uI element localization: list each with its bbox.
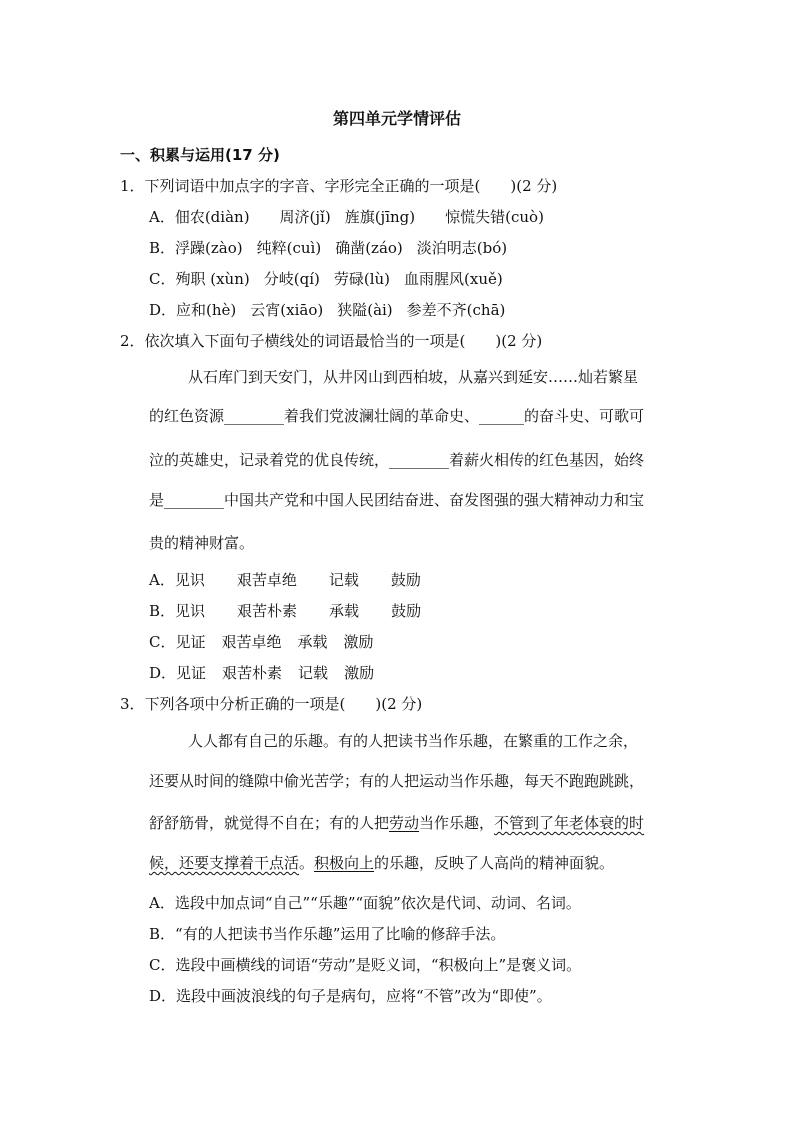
- section-heading: 一、积累与运用(17 分): [120, 146, 280, 164]
- option-term: 鼓励: [390, 571, 421, 589]
- option-term: A．佃农(diàn): [149, 208, 250, 226]
- wavy-underlined-sentence: 不管到了年老体衰的时: [494, 814, 645, 832]
- option-term: D．见证: [149, 664, 207, 682]
- option-term: 承载: [329, 602, 360, 620]
- q3-option-c: C．选段中画横线的词语“劳动”是贬义词，“积极向上”是褒义词。: [149, 956, 582, 974]
- q2-passage-line: 是________中国共产党和中国人民团结奋进、奋发图强的强大精神动力和宝: [149, 491, 645, 509]
- q3-option-d: D．选段中画波浪线的句子是病句，应将“不管”改为“即使”。: [149, 987, 552, 1005]
- passage-text: 的乐趣，反映了人高尚的精神面貌。: [374, 854, 615, 872]
- wavy-underlined-sentence: 候，还要支撑着干点活: [149, 854, 300, 872]
- q2-option-c: [149, 632, 374, 652]
- option-term: 惊慌失错(cuò): [445, 208, 544, 226]
- passage-text: 当作乐趣，: [419, 814, 495, 832]
- option-term: 旌旗(jīng): [344, 208, 416, 226]
- option-term: 参差不齐(chā): [406, 301, 506, 319]
- option-term: C．见证: [149, 633, 206, 651]
- option-term: 周济(jǐ): [279, 208, 331, 226]
- option-term: 鼓励: [391, 602, 422, 620]
- q1-option-d: [149, 300, 505, 320]
- option-term: B．见识: [149, 602, 206, 620]
- option-term: A．见识: [149, 571, 205, 589]
- option-term: 记载: [298, 664, 329, 682]
- underlined-word: 积极向上: [314, 854, 375, 872]
- q2-option-d: [149, 663, 374, 683]
- option-term: 艰苦卓绝: [221, 633, 282, 651]
- option-term: 分岐(qí): [263, 270, 320, 288]
- q2-passage-line: 的红色资源________着我们党波澜壮阔的革命史、______的奋斗史、可歌可: [149, 407, 645, 425]
- q1-option-b: [149, 238, 507, 258]
- q3-option-b: B．“有的人把读书当作乐趣”运用了比喻的修辞手法。: [149, 925, 506, 943]
- option-term: 纯粹(cuì): [256, 239, 322, 257]
- option-term: 狭隘(ài): [337, 301, 393, 319]
- question-1-stem: 1．下列词语中加点字的字音、字形完全正确的一项是( )(2 分): [120, 177, 558, 195]
- option-term: 劳碌(lù): [333, 270, 391, 288]
- option-term: 激励: [344, 664, 375, 682]
- q3-passage-line: 还要从时间的缝隙中偷光苦学；有的人把运动当作乐趣，每天不跑跑跳跳，: [149, 772, 645, 790]
- option-term: 记载: [328, 571, 359, 589]
- option-term: 艰苦卓绝: [236, 571, 297, 589]
- q3-passage-line: [149, 813, 644, 833]
- q1-option-c: [149, 269, 503, 289]
- option-term: D．应和(hè): [149, 301, 237, 319]
- option-term: B．浮躁(zào): [149, 239, 243, 257]
- q2-passage-line: 泣的英雄史，记录着党的优良传统，________着薪火相传的红色基因，始终: [149, 451, 645, 469]
- question-2-stem: 2．依次填入下面句子横线处的词语最恰当的一项是( )(2 分): [120, 332, 543, 350]
- page-title: 第四单元学情评估: [332, 109, 461, 128]
- passage-text: 舒舒筋骨，就觉得不自在；有的人把: [149, 814, 390, 832]
- option-term: C．殉职 (xùn): [149, 270, 250, 288]
- q2-option-a: [149, 570, 421, 590]
- q3-option-a: A．选段中加点词“自己”“乐趣”“面貌”依次是代词、动词、名词。: [149, 894, 581, 912]
- option-term: 确凿(záo): [335, 239, 403, 257]
- option-term: 云宵(xiāo): [250, 301, 324, 319]
- underlined-word: 劳动: [389, 814, 420, 832]
- q2-passage-line: 从石库门到天安门，从井冈山到西柏坡，从嘉兴到延安……灿若繁星: [188, 368, 639, 386]
- option-term: 艰苦朴素: [237, 602, 298, 620]
- q2-passage-line: 贵的精神财富。: [149, 534, 255, 552]
- q3-passage-line: 人人都有自己的乐趣。有的人把读书当作乐趣，在繁重的工作之余，: [188, 732, 639, 750]
- q2-option-b: [149, 601, 421, 621]
- option-term: 艰苦朴素: [222, 664, 283, 682]
- question-3-stem: 3．下列各项中分析正确的一项是( )(2 分): [120, 695, 423, 713]
- q1-option-a: [149, 207, 544, 227]
- option-term: 淡泊明志(bó): [416, 239, 508, 257]
- passage-text: 。: [299, 854, 315, 872]
- option-term: 血雨腥风(xuě): [404, 270, 503, 288]
- q3-passage-line: [149, 853, 614, 873]
- option-term: 承载: [297, 633, 328, 651]
- option-term: 激励: [343, 633, 374, 651]
